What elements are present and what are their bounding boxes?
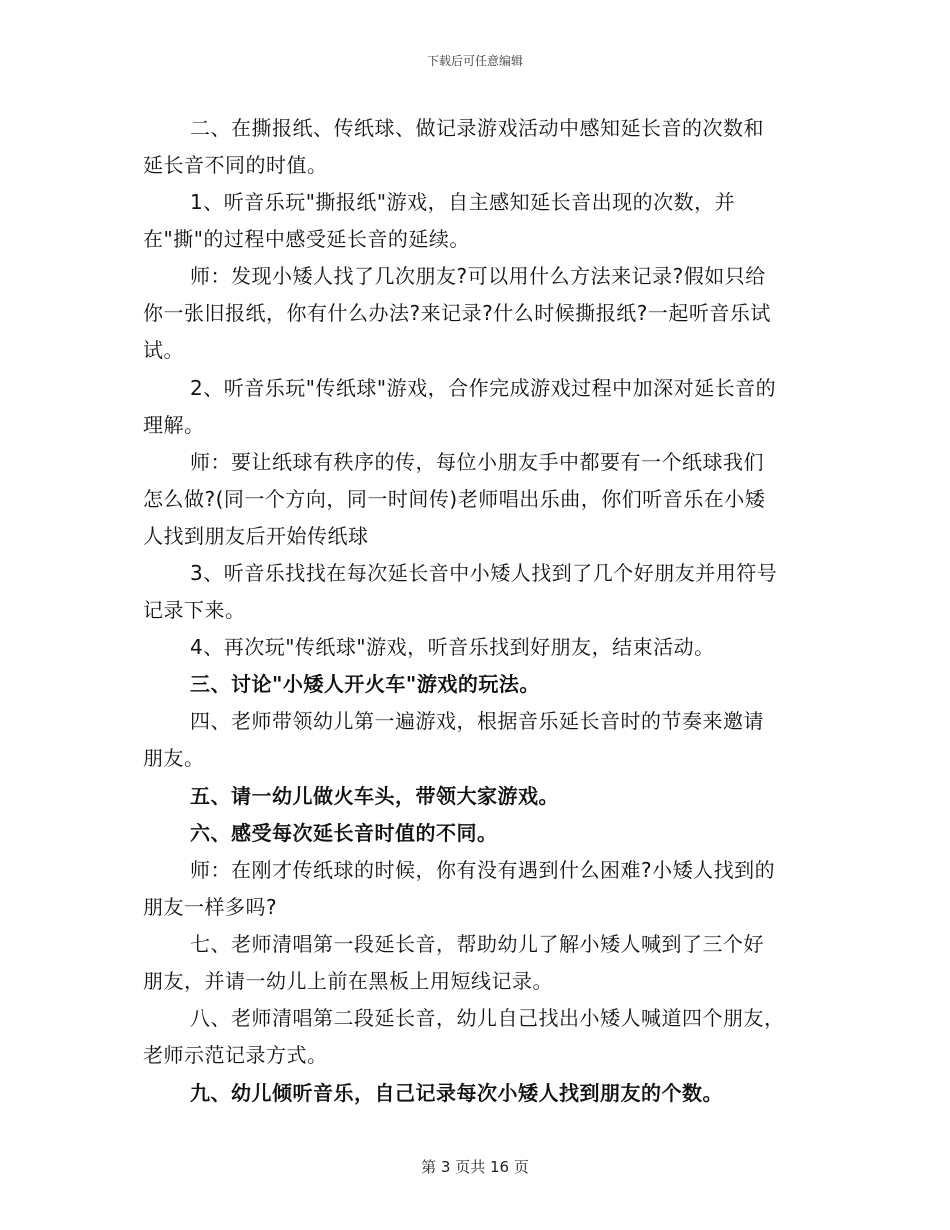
section-heading: 五、请一幼儿做火车头，带领大家游戏。 [190,784,559,808]
text-line: 朋友，并请一幼儿上前在黑板上用短线记录。 [143,969,553,993]
text-line: 理解。 [143,413,205,437]
text-line: 师：发现小矮人找了几次朋友?可以用什么方法来记录?假如只给 [190,264,766,288]
text-line: 朋友。 [143,746,205,770]
text-line: 4、再次玩"传纸球"游戏，听音乐找到好朋友，结束活动。 [190,635,715,659]
text-line: 七、老师清唱第一段延长音，帮助幼儿了解小矮人喊到了三个好 [190,932,764,956]
text-line: 八、老师清唱第二段延长音，幼儿自己找出小矮人喊道四个朋友， [190,1006,785,1030]
text-line: 二、在撕报纸、传纸球、做记录游戏活动中感知延长音的次数和 [190,116,764,140]
text-line: 试。 [143,338,184,362]
page-footer: 第 3 页共 16 页 [421,1158,529,1176]
text-line: 怎么做?(同一个方向，同一时间传)老师唱出乐曲，你们听音乐在小矮 [143,487,766,511]
page-header: 下载后可任意编辑 [426,54,523,68]
text-line: 师：要让纸球有秩序的传，每位小朋友手中都要有一个纸球我们 [190,450,764,474]
text-line: 记录下来。 [143,598,246,622]
text-line: 老师示范记录方式。 [143,1043,328,1067]
text-line: 3、听音乐找找在每次延长音中小矮人找到了几个好朋友并用符号 [190,561,778,585]
text-line: 1、听音乐玩"撕报纸"游戏，自主感知延长音出现的次数，并 [190,190,736,214]
text-line: 在"撕"的过程中感受延长音的延续。 [143,227,470,251]
section-heading: 三、讨论"小矮人开火车"游戏的玩法。 [190,672,540,696]
text-line: 延长音不同的时值。 [143,153,328,177]
text-line: 2、听音乐玩"传纸球"游戏，合作完成游戏过程中加深对延长音的 [190,376,777,400]
section-heading: 六、感受每次延长音时值的不同。 [190,821,498,845]
text-line: 师：在刚才传纸球的时候，你有没有遇到什么困难?小矮人找到的 [190,858,776,882]
text-line: 四、老师带领幼儿第一遍游戏，根据音乐延长音时的节奏来邀请 [190,709,764,733]
text-line: 你一张旧报纸，你有什么办法?来记录?什么时候撕报纸?一起听音乐试 [143,301,771,325]
text-line: 人找到朋友后开始传纸球 [143,524,369,548]
text-line: 朋友一样多吗? [143,895,278,919]
section-heading: 九、幼儿倾听音乐，自己记录每次小矮人找到朋友的个数。 [190,1081,723,1105]
